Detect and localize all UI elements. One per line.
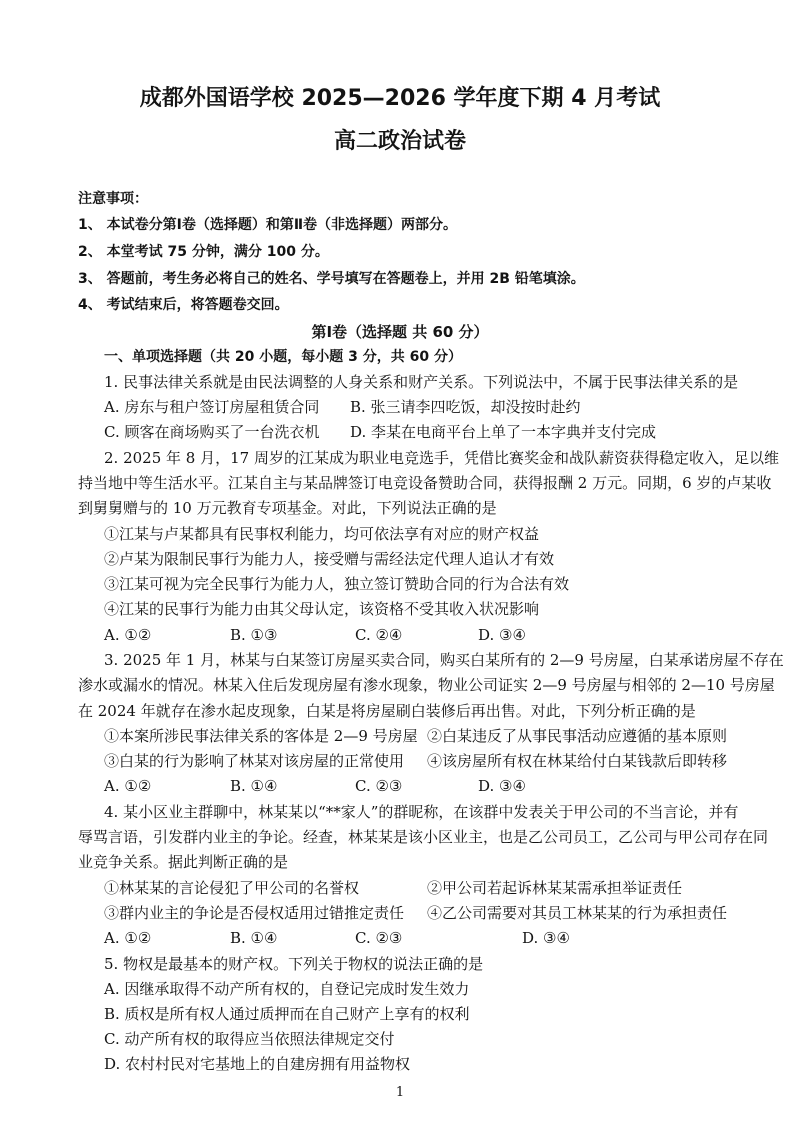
question-2-statement: ③江某可视为完全民事行为能力人，独立签订赞助合同的行为合法有效 [104, 575, 570, 593]
question-4-option-a: A. ①② [104, 929, 152, 947]
question-2-option-c: C. ②④ [355, 626, 403, 644]
question-1-option-b: B. 张三请李四吃饭，却没按时赴约 [350, 398, 581, 416]
question-2-statement: ④江某的民事行为能力由其父母认定，该资格不受其收入状况影响 [104, 600, 540, 618]
note-item: 4、 考试结束后，将答题卷交回。 [78, 297, 289, 313]
question-5-option-d: D. 农村村民对宅基地上的自建房拥有用益物权 [104, 1055, 411, 1073]
question-2-option-a: A. ①② [104, 626, 152, 644]
question-3-statement: ①本案所涉民事法律关系的客体是 2—9 号房屋 [104, 727, 418, 745]
question-2-stem: 2. 2025 年 8 月，17 周岁的江某成为职业电竞选手，凭借比赛奖金和战队薪资获得稳定收入，足以维 [104, 449, 779, 467]
question-2-statement: ②卢某为限制民事行为能力人，接受赠与需经法定代理人追认才有效 [104, 550, 555, 568]
question-4-statement: ①林某某的言论侵犯了甲公司的名誉权 [104, 879, 360, 897]
question-4-stem: 4. 某小区业主群聊中，林某某以“**家人”的群昵称，在该群中发表关于甲公司的不当言论，并有 [104, 803, 739, 821]
question-4-stem: 辱骂言语，引发群内业主的争论。经查，林某某是该小区业主，也是乙公司员工，乙公司与甲公司存在同 [78, 828, 769, 846]
question-4-statement: ②甲公司若起诉林某某需承担举证责任 [427, 879, 683, 897]
question-4-option-c: C. ②③ [355, 929, 403, 947]
note-item: 1、 本试卷分第Ⅰ卷（选择题）和第Ⅱ卷（非选择题）两部分。 [78, 217, 458, 233]
question-3-statement: ④该房屋所有权在林某给付白某钱款后即转移 [427, 752, 728, 770]
note-item: 2、 本堂考试 75 分钟，满分 100 分。 [78, 244, 329, 260]
question-5-stem: 5. 物权是最基本的财产权。下列关于物权的说法正确的是 [104, 955, 484, 973]
question-5-option-c: C. 动产所有权的取得应当依照法律规定交付 [104, 1030, 395, 1048]
question-3-statement: ②白某违反了从事民事活动应遵循的基本原则 [427, 727, 728, 745]
question-4-stem: 业竞争关系。据此判断正确的是 [78, 853, 289, 871]
question-2-stem: 到舅舅赠与的 10 万元教育专项基金。对此，下列说法正确的是 [78, 499, 497, 517]
exam-subtitle: 高二政治试卷 [333, 129, 466, 154]
question-1-option-d: D. 李某在电商平台上单了一本字典并支付完成 [350, 423, 657, 441]
question-1-option-c: C. 顾客在商场购买了一台洗衣机 [104, 423, 320, 441]
note-item: 3、 答题前，考生务必将自己的姓名、学号填写在答题卷上，并用 2B 铅笔填涂。 [78, 271, 585, 287]
question-3-option-b: B. ①④ [230, 777, 278, 795]
question-2-stem: 持当地中等生活水平。江某自主与某品牌签订电竞设备赞助合同，获得报酬 2 万元。同期，6 岁的卢某收 [78, 474, 772, 492]
question-3-stem: 3. 2025 年 1 月，林某与白某签订房屋买卖合同，购买白某所有的 2—9 号房屋，白某承诺房屋不存在 [104, 651, 784, 669]
question-2-option-b: B. ①③ [230, 626, 278, 644]
question-2-option-d: D. ③④ [478, 626, 526, 644]
question-3-option-d: D. ③④ [478, 777, 526, 795]
question-4-option-b: B. ①④ [230, 929, 278, 947]
exam-title: 成都外国语学校 2025—2026 学年度下期 4 月考试 [139, 86, 661, 111]
question-5-option-b: B. 质权是所有权人通过质押而在自己财产上享有的权利 [104, 1005, 470, 1023]
notes-heading: 注意事项： [78, 191, 148, 207]
question-5-option-a: A. 因继承取得不动产所有权的，自登记完成时发生效力 [104, 980, 470, 998]
question-3-statement: ③白某的行为影响了林某对该房屋的正常使用 [104, 752, 405, 770]
part-heading: 一、单项选择题（共 20 小题，每小题 3 分，共 60 分） [104, 349, 462, 365]
page-number: 1 [395, 1085, 405, 1100]
question-2-statement: ①江某与卢某都具有民事权利能力，均可依法享有对应的财产权益 [104, 525, 540, 543]
section-title: 第Ⅰ卷（选择题 共 60 分） [311, 323, 489, 341]
question-4-option-d: D. ③④ [522, 929, 570, 947]
question-3-stem: 渗水或漏水的情况。林某入住后发现房屋有渗水现象，物业公司证实 2—9 号房屋与相邻的 2—10 号房屋 [78, 676, 775, 694]
question-3-option-a: A. ①② [104, 777, 152, 795]
question-1-option-a: A. 房东与租户签订房屋租赁合同 [104, 398, 320, 416]
question-3-stem: 在 2024 年就存在渗水起皮现象，白某是将房屋刷白装修后再出售。对此，下列分析正确的是 [78, 702, 696, 720]
question-3-option-c: C. ②③ [355, 777, 403, 795]
question-4-statement: ③群内业主的争论是否侵权适用过错推定责任 [104, 904, 405, 922]
question-1-stem: 1. 民事法律关系就是由民法调整的人身关系和财产关系。下列说法中，不属于民事法律关系的是 [104, 373, 739, 391]
question-4-statement: ④乙公司需要对其员工林某某的行为承担责任 [427, 904, 728, 922]
